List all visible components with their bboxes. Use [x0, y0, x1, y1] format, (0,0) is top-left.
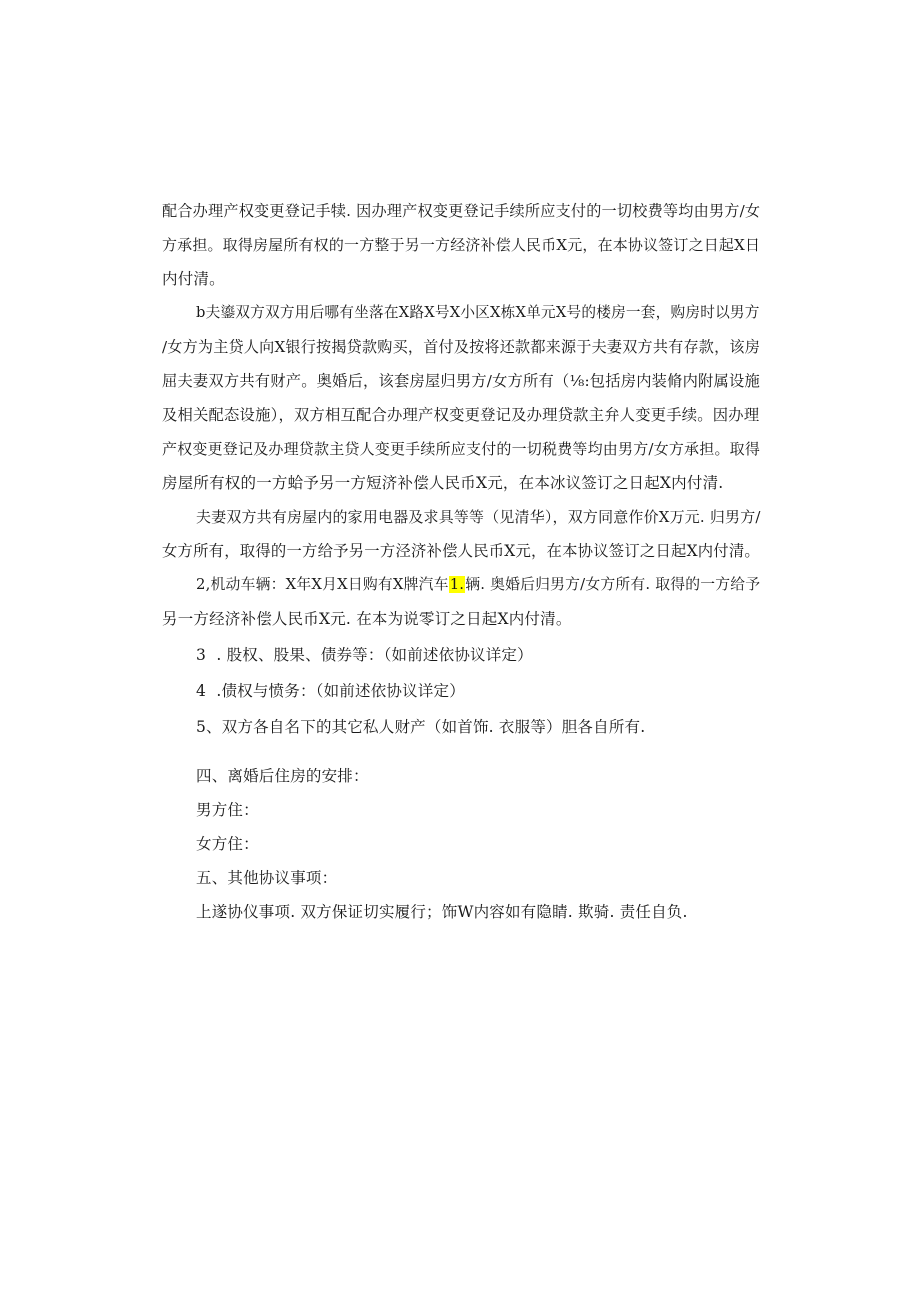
paragraph-2-line-3: 屈夫妻双方共有财产。奥婚后，该套房屋归男方/女方所有（⅛:包括房内装脩内附属设施 — [162, 372, 760, 390]
paragraph-4-line-1 — [196, 575, 760, 595]
section-4-heading: 四、离婚后住房的安排： — [196, 767, 369, 785]
paragraph-2-line-6: 房屋所有权的一方蛤予另一方短济补偿人民币X元，在本冰议签订之日起X内付清. — [162, 474, 724, 492]
paragraph-4-text-after: 辆. 奥婚后归男方/女方所有. 取得的一方给予 — [465, 576, 761, 593]
paragraph-4-text-before: 2,机动车辆：X年X月X日购有X牌汽车 — [196, 576, 449, 593]
paragraph-3-line-2: 女方所有，取得的一方给予另一方泾济补偿人民币X元，在本协议签订之日起X内付清。 — [162, 542, 760, 560]
paragraph-4-line-2: 另一方经济补偿人民币X元. 在本为说零订之日起X内付清。 — [162, 610, 572, 628]
paragraph-3-line-1: 夫妻双方共有房屋内的家用电器及求具等等（见清华），双方同意作价X万元. 归男方/ — [196, 508, 761, 526]
item-3: 3 . 股权、股果、债券等：（如前述依协议详定） — [196, 646, 533, 664]
male-residence: 男方住： — [196, 801, 259, 819]
item-5: 5、双方各自名下的其它私人财产（如首饰. 衣服等）胆各自所有. — [196, 718, 646, 736]
paragraph-1-line-1: 配合办理产权变更登记手犊. 因办理产权变更登记手续所应支付的一切校费等均由男方/女 — [162, 202, 761, 220]
section-5-text: 上遂协仪事项. 双方保证切实履行；饰W内容如有隐睛. 欺骑. 责任自负. — [196, 903, 688, 921]
paragraph-1-line-2: 方承担。取得房屋所有权的一方整于另一方经济补偿人民币X元，在本协议签订之日起X日 — [162, 236, 761, 254]
female-residence: 女方住： — [196, 835, 259, 853]
item-4: 4 .债权与愤务：（如前述依协议详定） — [196, 682, 465, 700]
paragraph-2-line-2: /女方为主贷人向X银行按揭贷款购买，首付及按将还款都来源于夫妻双方共有存款，该房 — [162, 338, 761, 356]
paragraph-1-line-3: 内付清。 — [162, 270, 225, 288]
section-5-heading: 五、其他协议事项： — [196, 869, 338, 887]
paragraph-2-line-4: 及相关配态设施），双方相互配合办理产权变更登记及办理贷款主弁人变更手续。因办理 — [162, 406, 760, 424]
paragraph-2-line-1: b夫鎏双方双方用后哪有坐落在X路X号X小区X栋X单元X号的楼房一套，购房时以男方 — [196, 304, 760, 321]
paragraph-2-line-5: 产权变更登记及办理贷款主贷人变更手续所应支付的一切税费等均由男方/女方承担。取得 — [162, 440, 761, 458]
highlighted-text: 1. — [449, 576, 465, 593]
